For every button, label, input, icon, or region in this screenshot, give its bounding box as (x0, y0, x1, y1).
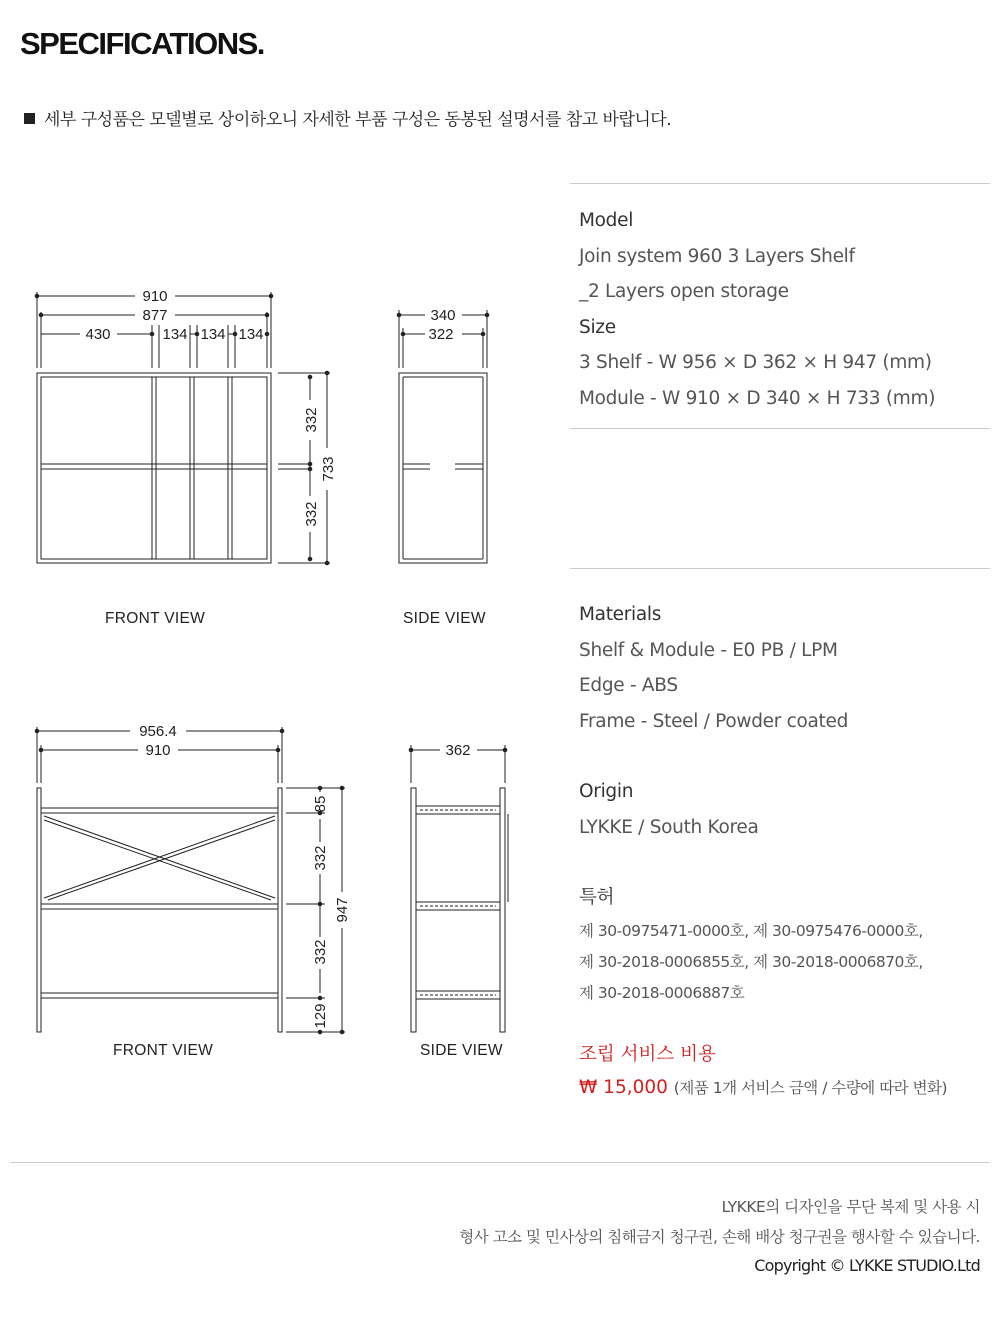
materials-line2: Edge - ABS (579, 675, 678, 696)
shelf-side-view-label: SIDE VIEW (420, 1042, 503, 1059)
module-side-body (397, 310, 489, 563)
patent-heading-text: 특허 (579, 887, 615, 908)
origin-line: LYKKE / South Korea (579, 816, 759, 838)
dim-340: 340 (430, 307, 456, 324)
dim-bay3: 134 (238, 326, 264, 343)
dim-upper-332: 332 (303, 407, 320, 433)
model-heading: Model (579, 210, 634, 231)
dim-956: 956.4 (139, 723, 177, 740)
dim-430: 430 (85, 326, 111, 343)
page-title: SPECIFICATIONS. (20, 26, 264, 61)
dim-733: 733 (320, 456, 337, 482)
dim-bay2: 134 (200, 326, 226, 343)
size-line2: Module - W 910 × D 340 × H 733 (mm) (579, 387, 936, 409)
assembly-service-title: 조립 서비스 비용 (579, 1044, 716, 1065)
dim-85: 85 (312, 795, 329, 813)
dim-910: 910 (142, 288, 168, 305)
shelf-side-body (409, 745, 508, 1032)
dim-shelf-lower: 332 (312, 939, 329, 965)
materials-line1: Shelf & Module - E0 PB / LPM (579, 639, 838, 661)
dim-322: 322 (428, 326, 454, 343)
patent-heading (579, 880, 614, 916)
dim-362: 362 (445, 742, 471, 759)
patent-line2: 제 30-2018-0006855호, 제 30-2018-0006870호, (579, 953, 923, 971)
dim-shelf-upper: 332 (312, 845, 329, 871)
dim-947: 947 (334, 897, 351, 923)
footer-line1: LYKKE의 디자인을 무단 복제 및 사용 시 (721, 1198, 980, 1216)
materials-line3: Frame - Steel / Powder coated (579, 710, 849, 732)
dim-lower-332: 332 (303, 501, 320, 527)
technical-drawings (0, 0, 570, 1100)
copyright: Copyright © LYKKE STUDIO.Ltd (754, 1256, 980, 1275)
module-side-view-label: SIDE VIEW (403, 610, 486, 627)
shelf-front-view-label: FRONT VIEW (113, 1042, 214, 1059)
origin-heading: Origin (579, 781, 634, 802)
divider (570, 428, 990, 429)
assembly-service-price (579, 1076, 947, 1098)
patent-line3: 제 30-2018-0006887호 (579, 984, 745, 1002)
spec-model-size (579, 203, 935, 416)
footer-divider (10, 1162, 990, 1163)
dim-877: 877 (142, 307, 168, 324)
patent-list (579, 916, 923, 1009)
model-line2: _2 Layers open storage (579, 281, 789, 302)
spec-materials (579, 597, 848, 739)
price-value: ₩ 15,000 (579, 1077, 668, 1098)
shelf-front-body (37, 786, 345, 1034)
dim-shelf-910: 910 (145, 742, 171, 759)
patent-line1: 제 30-0975471-0000호, 제 30-0975476-0000호, (579, 922, 923, 940)
module-front-body (37, 371, 330, 565)
size-line1: 3 Shelf - W 956 × D 362 × H 947 (mm) (579, 352, 932, 373)
footer-line2: 형사 고소 및 민사상의 침해금지 청구권, 손해 배상 청구권을 행사할 수 있습니다. (459, 1228, 980, 1246)
model-line1: Join system 960 3 Layers Shelf (579, 245, 855, 267)
notice-text: 세부 구성품은 모델별로 상이하오니 자세한 부품 구성은 동봉된 설명서를 참고 바랍니다. (44, 110, 672, 130)
divider (570, 183, 990, 184)
spec-origin (579, 774, 759, 845)
price-note: (제품 1개 서비스 금액 / 수량에 따라 변화) (673, 1079, 948, 1097)
materials-heading: Materials (579, 604, 662, 625)
module-front-view-label: FRONT VIEW (105, 610, 206, 627)
dim-bay1: 134 (162, 326, 188, 343)
divider (570, 568, 990, 569)
dim-129: 129 (312, 1003, 329, 1029)
size-heading: Size (579, 316, 616, 338)
